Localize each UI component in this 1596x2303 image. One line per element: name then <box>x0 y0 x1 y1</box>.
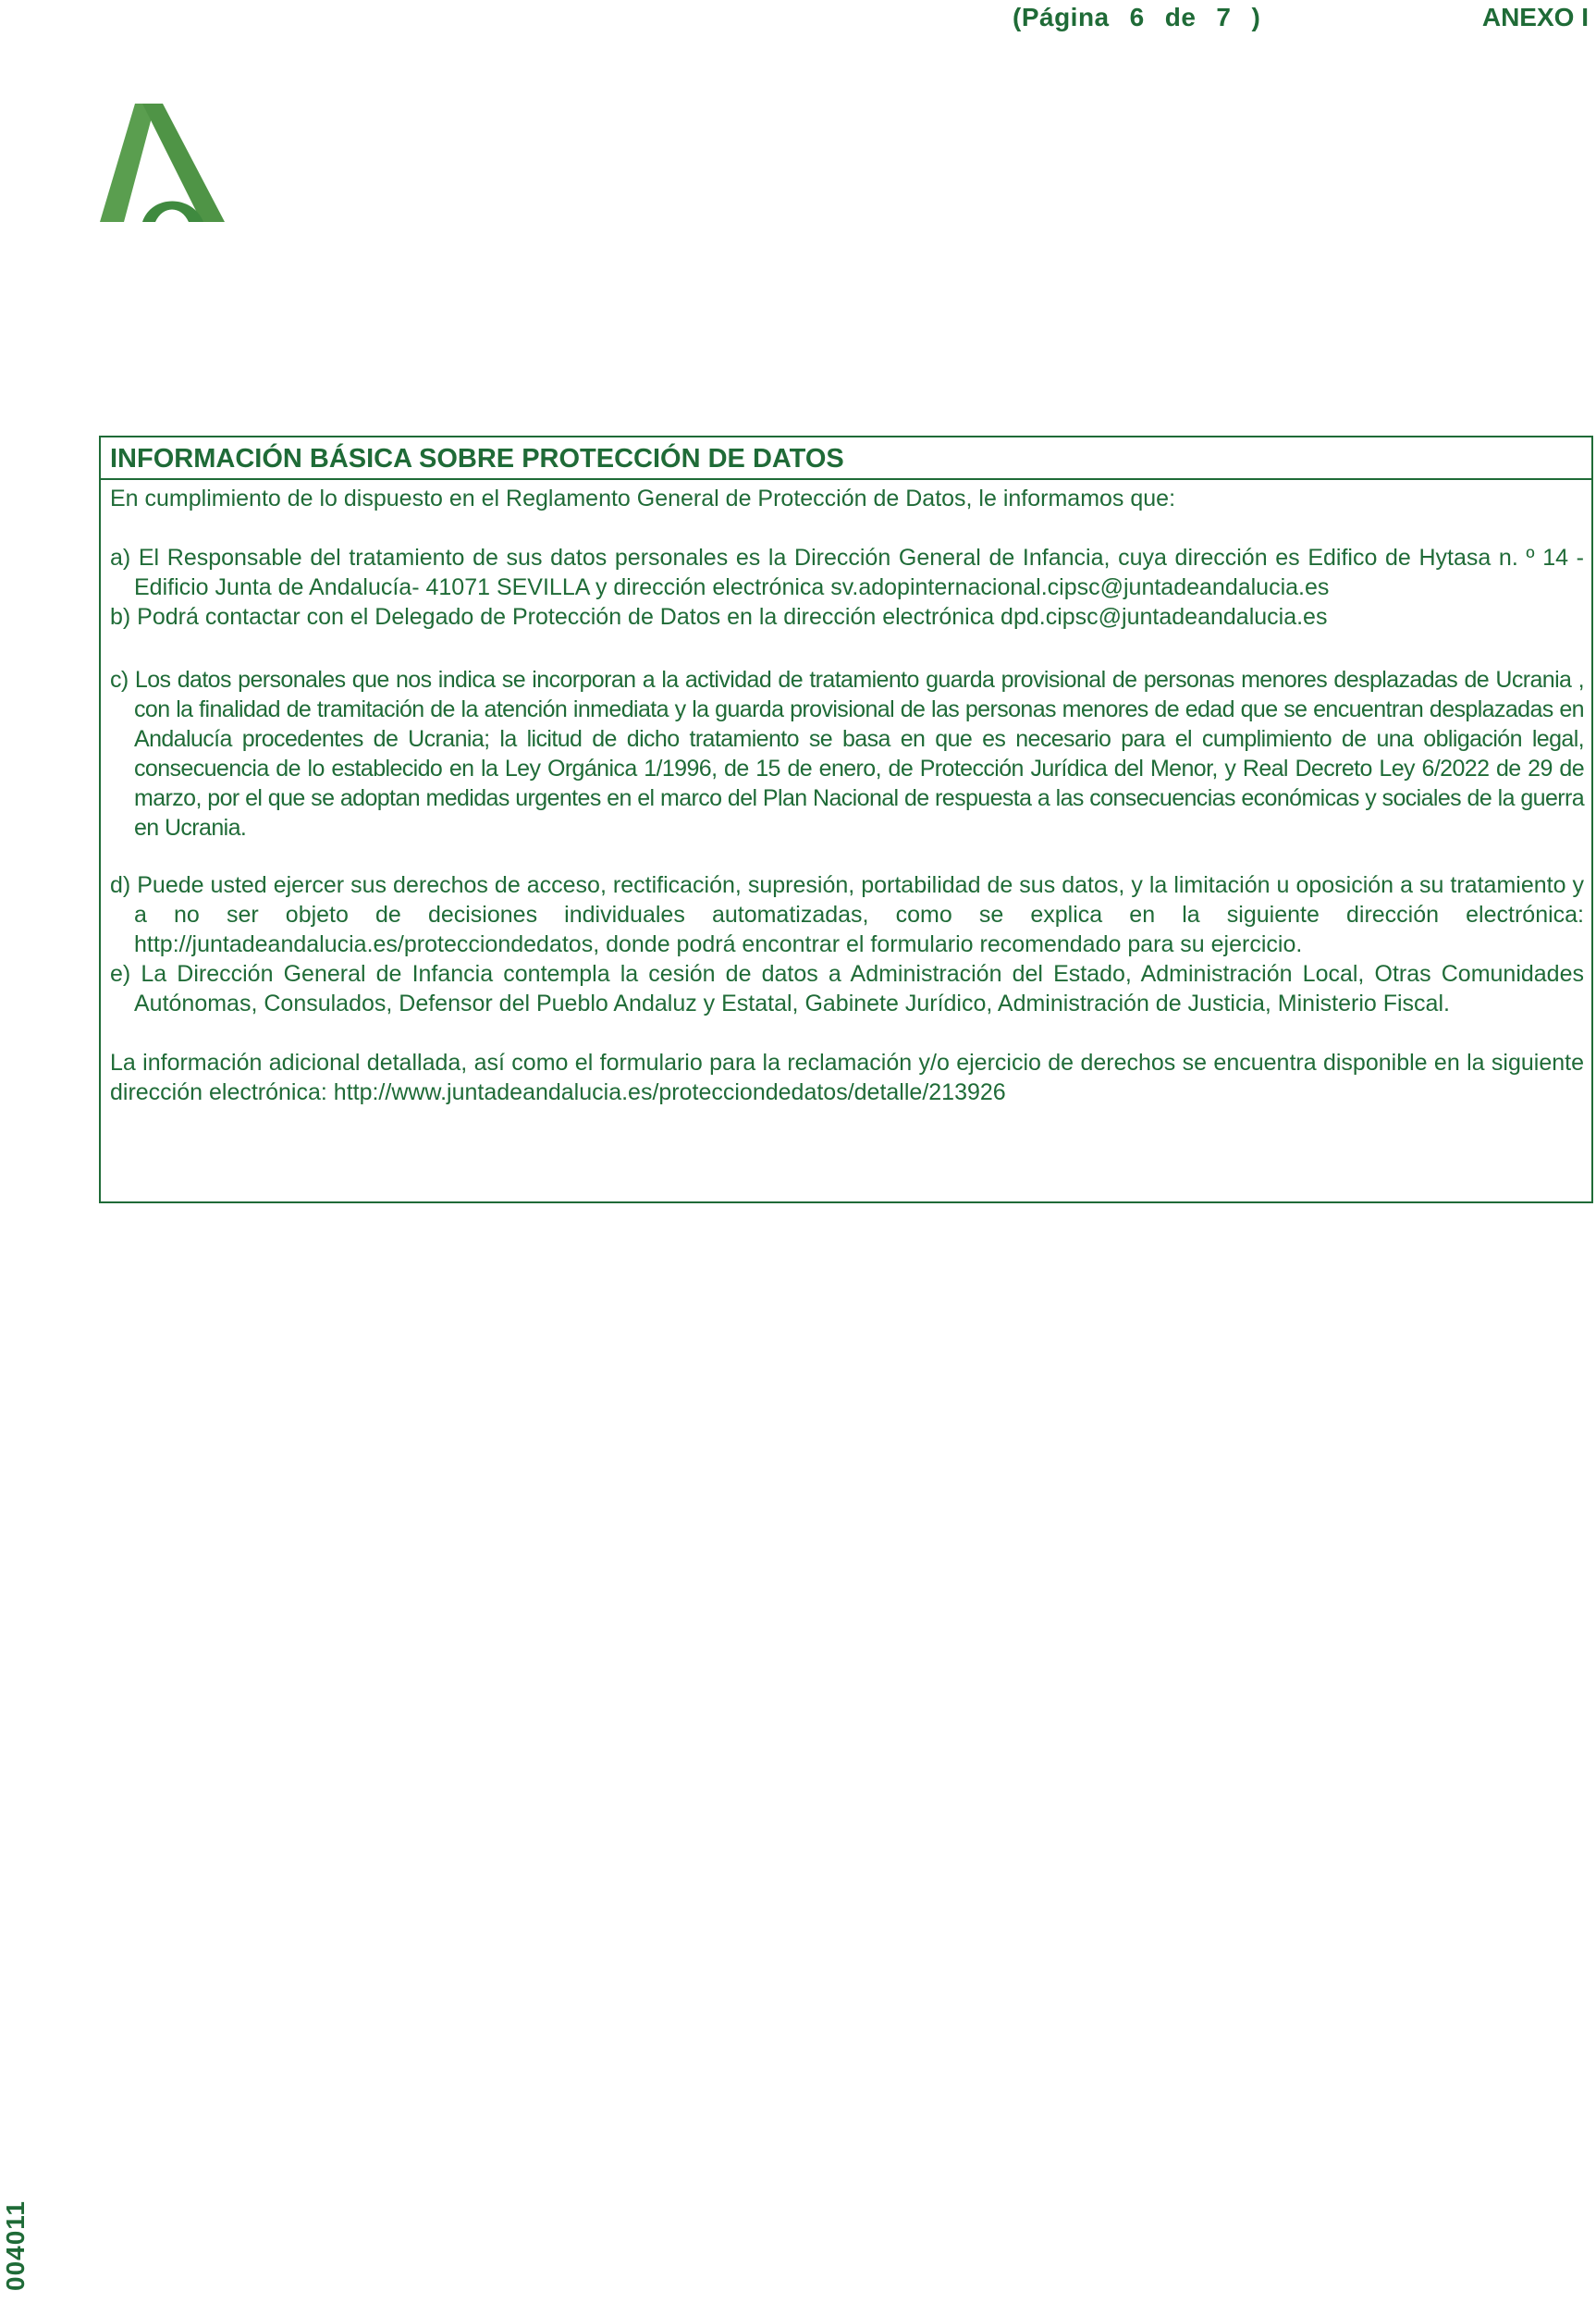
page-close-label: ) <box>1251 3 1261 31</box>
annex-label: ANEXO I <box>1481 3 1589 31</box>
additional-info-paragraph: La información adicional detallada, así como el formulario para la reclamación y/o ejercicio de derechos se encuentra disponible en la siguiente dirección electrónica: http://www.juntadeandalucia.es/protecciondedatos/detalle/213926 <box>110 1050 1584 1105</box>
logo-left-stroke <box>100 104 155 222</box>
item-d-paragraph: d) Puede usted ejercer sus derechos de acceso, rectificación, supresión, portabilidad de sus datos, y la limitación u oposición a su tratamiento y a no ser objeto de decisiones individuales automatizadas, como se explica en la siguiente dirección electrónica: http://juntadeandalucia.es/protecciondedatos, donde podrá encontrar el formulario recomendado para su ejercicio. <box>110 872 1584 957</box>
item-b-paragraph: b) Podrá contactar con el Delegado de Protección de Datos en la dirección electrónica dpd.cipsc@juntadeandalucia.es <box>110 604 1328 630</box>
page-indicator <box>1013 0 1260 35</box>
item-e-paragraph: e) La Dirección General de Infancia contempla la cesión de datos a Administración del Estado, Administración Local, Otras Comunidades Autónomas, Consulados, Defensor del Pueblo Andaluz y Estatal, Gabinete Jurídico, Administración de Justicia, Ministerio Fiscal. <box>110 961 1584 1016</box>
item-c-paragraph: c) Los datos personales que nos indica se incorporan a la actividad de tratamiento guarda provisional de personas menores desplazadas de Ucrania , con la finalidad de tramitación de la atención inmediata y la guarda provisional de las personas menores de edad que se encuentran desplazadas en Andalucía procedentes de Ucrania; la licitud de dicho tratamiento se basa en que es necesario para el cumplimiento de una obligación legal, consecuencia de lo establecido en la Ley Orgánica 1/1996, de 15 de enero, de Protección Jurídica del Menor, y Real Decreto Ley 6/2022 de 29 de marzo, por el que se adoptan medidas urgentes en el marco del Plan Nacional de respuesta a las consecuencias económicas y sociales de la guerra en Ucrania. <box>110 667 1584 841</box>
document-code: 004011 <box>1 2200 30 2291</box>
data-protection-box <box>99 436 1593 1203</box>
data-protection-title: INFORMACIÓN BÁSICA SOBRE PROTECCIÓN DE DATOS <box>101 437 1591 480</box>
data-protection-body <box>110 484 1584 1107</box>
page-open-label: (Página <box>1013 3 1110 31</box>
intro-paragraph: En cumplimiento de lo dispuesto en el Reglamento General de Protección de Datos, le informamos que: <box>110 486 1176 511</box>
junta-andalucia-logo-icon <box>100 104 225 222</box>
page-of-label: de <box>1164 3 1197 31</box>
page-current-number: 6 <box>1129 3 1145 31</box>
item-a-paragraph: a) El Responsable del tratamiento de sus datos personales es la Dirección General de Infancia, cuya dirección es Edifico de Hytasa n. º 14 - Edificio Junta de Andalucía- 41071 SEVILLA y dirección electrónica sv.adopinternacional.cipsc@juntadeandalucia.es <box>110 545 1584 600</box>
page-total-number: 7 <box>1216 3 1232 31</box>
